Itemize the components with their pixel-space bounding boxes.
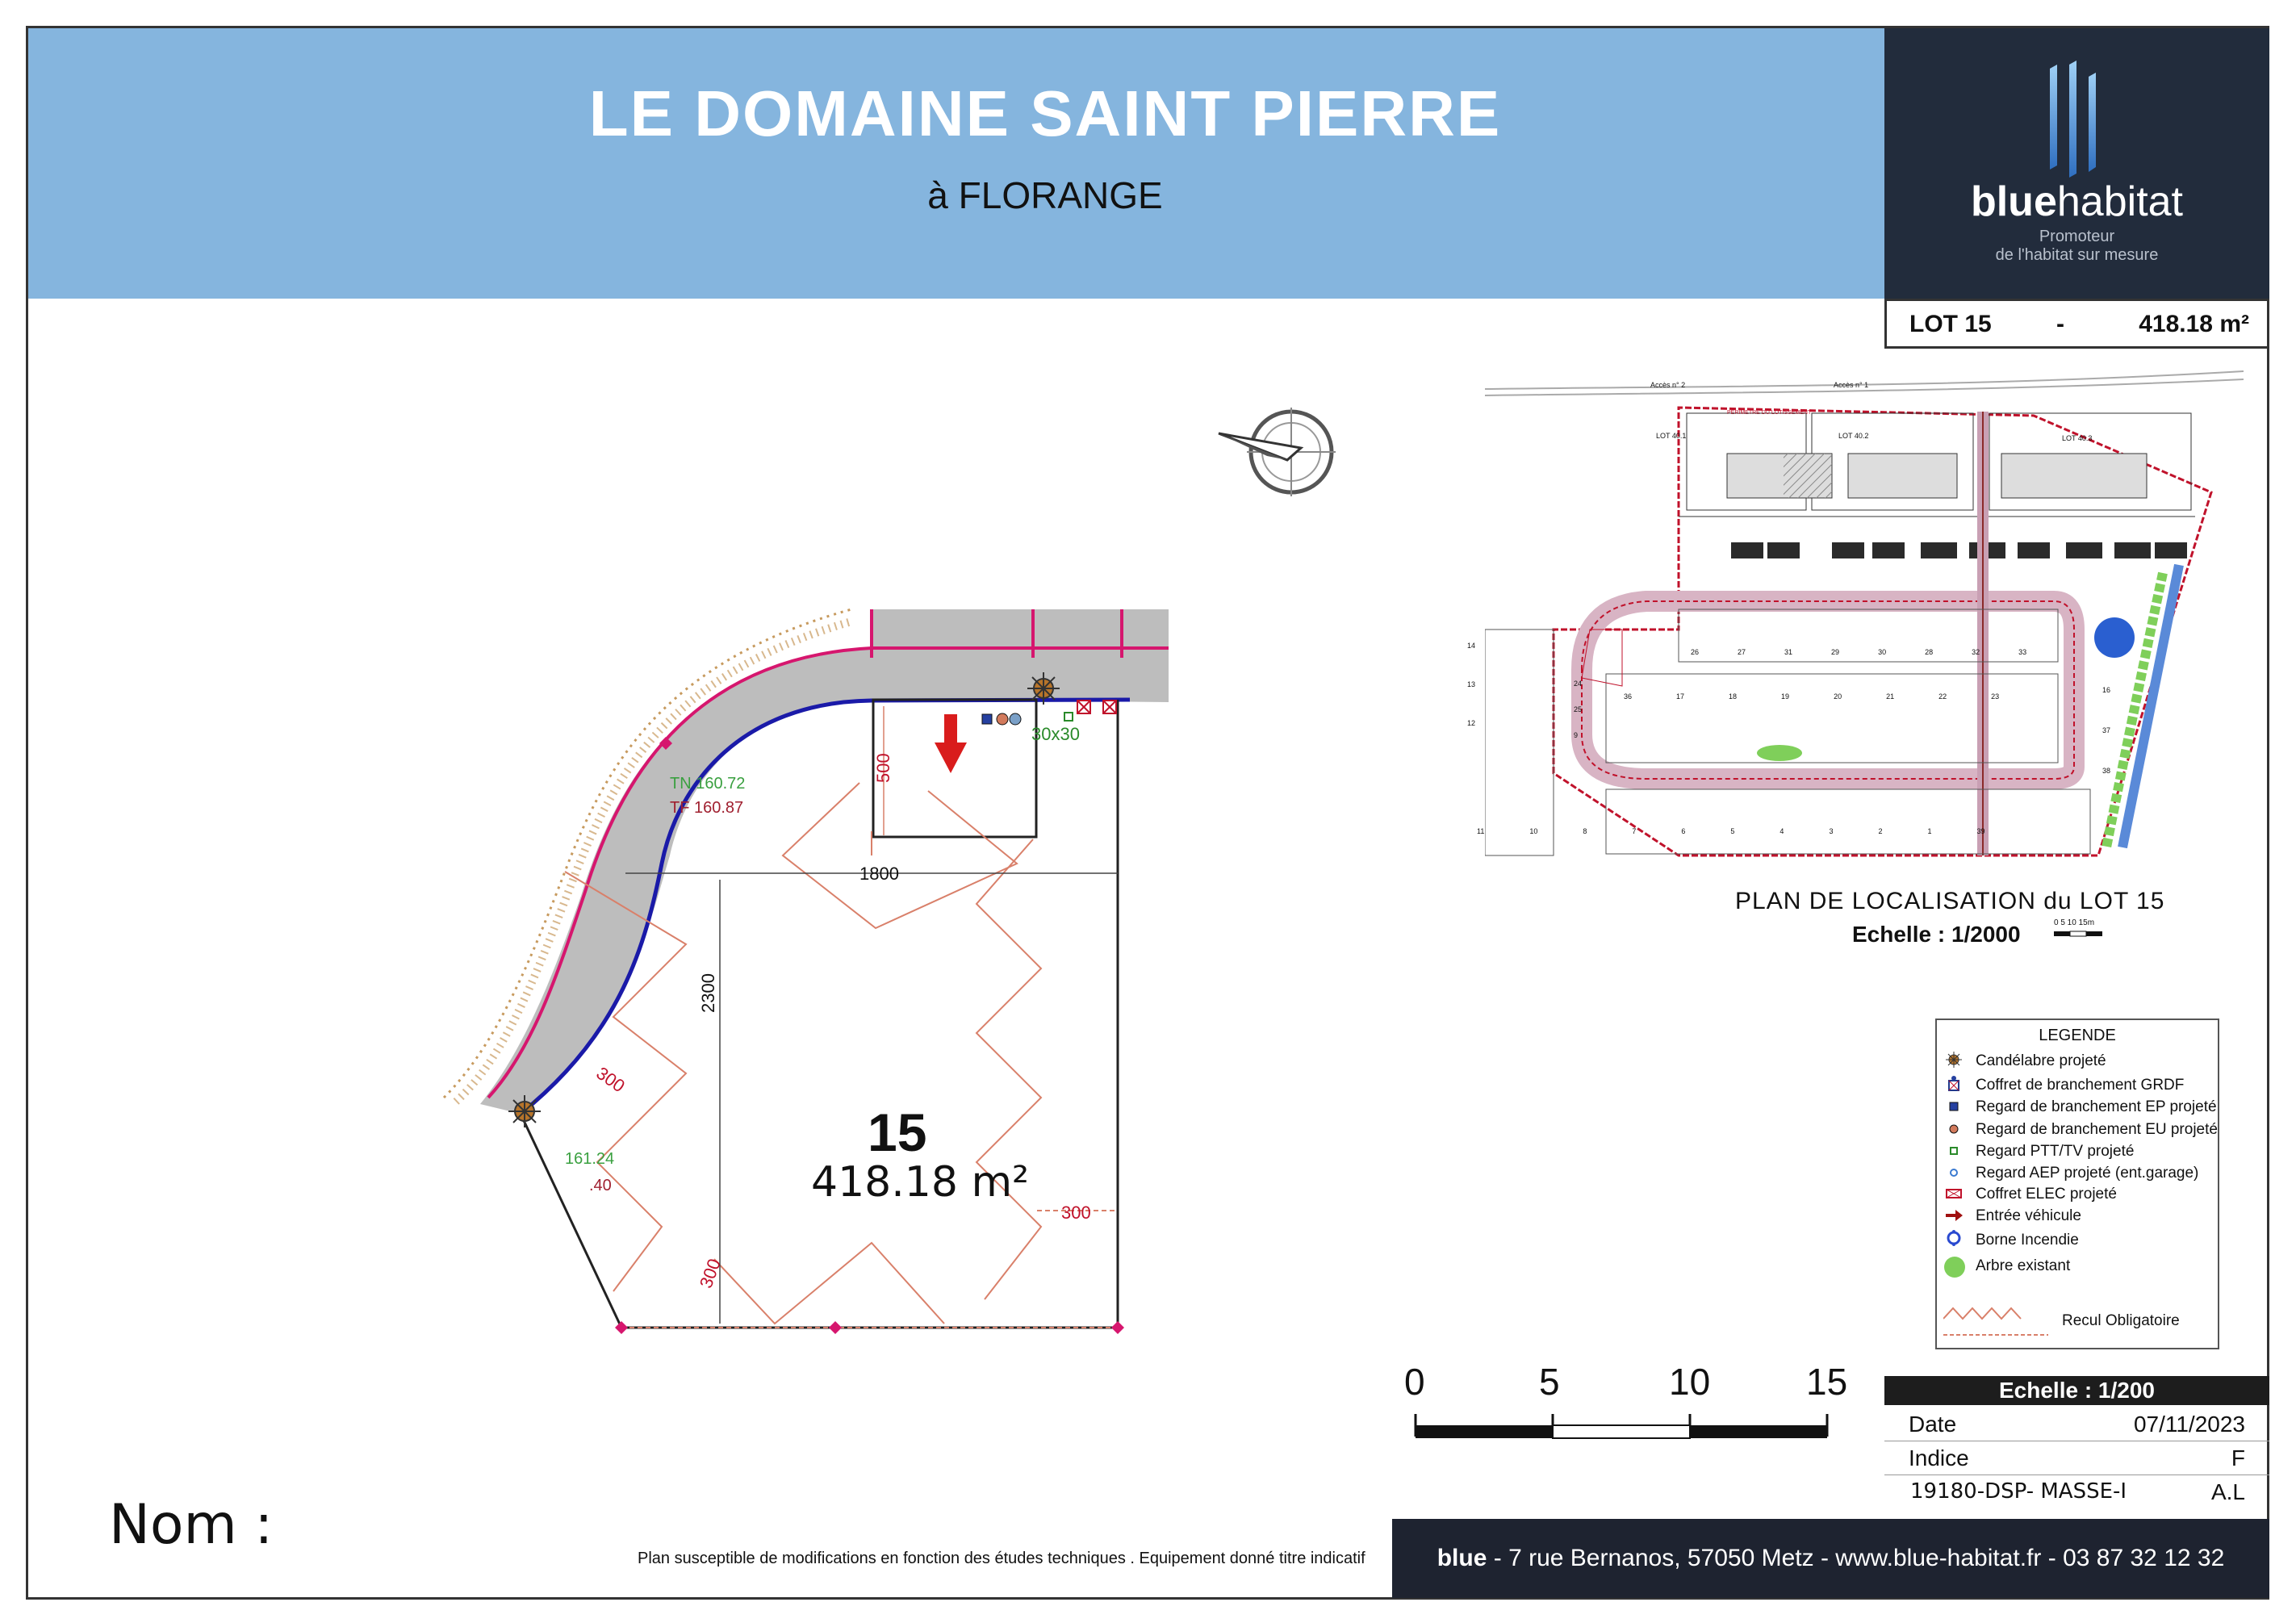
location-row-bottom xyxy=(1477,827,1985,835)
dim-entry: 500 xyxy=(873,753,893,783)
lot-40-1: LOT 40.1 xyxy=(1656,432,1687,440)
acces-1-label: Accès n° 1 xyxy=(1834,381,1869,389)
scale-label-5: 5 xyxy=(1539,1361,1560,1403)
reference-row xyxy=(1884,1475,2269,1508)
loc-lot: 31 xyxy=(1784,648,1793,656)
project-title: LE DOMAINE SAINT PIERRE xyxy=(588,77,1502,149)
location-left-inner-lots xyxy=(1574,680,1582,739)
site-plan xyxy=(420,597,1186,1348)
location-left-lots xyxy=(1467,642,1475,727)
date-label: Date xyxy=(1909,1412,1957,1437)
ep-manhole-icon xyxy=(1945,1098,1963,1115)
tf-corner-level: .40 xyxy=(589,1177,612,1194)
loc-lot: 22 xyxy=(1938,692,1947,701)
loc-lot: 39 xyxy=(1976,827,1985,835)
aep-manhole-icon xyxy=(1945,1164,1963,1182)
ptt-manhole-icon xyxy=(1945,1142,1963,1160)
legend-item-ptt: Regard PTT/TV projeté xyxy=(1976,1143,2135,1160)
drawing-author: A.L xyxy=(2210,1479,2245,1504)
lot-number: 15 xyxy=(868,1102,927,1162)
perimeter-label: PERIMETRE DU LOTISSEMENT xyxy=(1727,410,1812,416)
loc-lot: 21 xyxy=(1886,692,1895,701)
coffret-size: 30x30 xyxy=(1031,724,1080,744)
lot-area: 418.18 m² xyxy=(2139,311,2249,337)
legend-item-elec: Coffret ELEC projeté xyxy=(1976,1186,2117,1203)
loc-lot: 37 xyxy=(2102,726,2111,734)
graphic-scale-bar xyxy=(1414,1414,1834,1446)
location-plan-title: PLAN DE LOCALISATION du LOT 15 xyxy=(1735,888,2165,914)
footer-brand: blue xyxy=(1437,1545,1487,1571)
legend-title: LEGENDE xyxy=(2039,1027,2116,1044)
tree-icon xyxy=(1942,1254,1968,1280)
scale-label-0: 0 xyxy=(1404,1361,1425,1403)
loc-lot: 32 xyxy=(1972,648,1980,656)
indice-label: Indice xyxy=(1909,1445,1969,1470)
ptt-manhole-icon xyxy=(1064,713,1073,721)
north-compass-icon xyxy=(1211,399,1340,504)
logo-wordmark: bluehabitat xyxy=(1970,178,2184,225)
loc-lot: 23 xyxy=(1991,692,2000,701)
loc-lot: 29 xyxy=(1831,648,1840,656)
lamp-post-icon xyxy=(1945,1051,1963,1069)
location-plan-scale: Echelle : 1/2000 xyxy=(1852,922,2021,947)
legend-item-ep: Regard de branchement EP projeté xyxy=(1976,1098,2217,1115)
name-field-label: Nom : xyxy=(109,1493,274,1557)
loc-lot: 20 xyxy=(1834,692,1842,701)
legend-box xyxy=(1935,1019,2219,1349)
loc-lot: 12 xyxy=(1467,719,1476,727)
scale-label-10: 10 xyxy=(1669,1361,1711,1403)
acces-2-label: Accès n° 2 xyxy=(1650,381,1686,389)
bluehabitat-logo-icon xyxy=(1884,28,2269,190)
lot-40-3: LOT 40.3 xyxy=(2062,434,2093,442)
lot-area-label: 418.18 m² xyxy=(811,1158,1029,1207)
legend-item-tree: Arbre existant xyxy=(1976,1257,2071,1274)
loc-lot: 27 xyxy=(1738,648,1746,656)
loc-lot: 28 xyxy=(1925,648,1934,656)
title-banner xyxy=(28,28,1884,299)
legend-item-entry: Entrée véhicule xyxy=(1976,1207,2081,1224)
ep-manhole-icon xyxy=(982,714,992,724)
tn-corner-level: 161.24 xyxy=(565,1150,615,1168)
title-block xyxy=(1884,1376,2269,1513)
loc-lot: 24 xyxy=(1574,680,1583,688)
fire-hydrant-icon xyxy=(1945,1229,1963,1247)
footer-contact: - 7 rue Bernanos, 57050 Metz - www.blue-habitat.fr - 03 87 32 12 32 xyxy=(1487,1545,2225,1571)
loc-lot: 17 xyxy=(1676,692,1685,701)
legend-item-gas: Coffret de branchement GRDF xyxy=(1976,1077,2185,1094)
location-mini-scale: 0 5 10 15m xyxy=(2054,918,2095,927)
elec-box-icon xyxy=(1945,1185,1963,1203)
recul-label-2: 300 xyxy=(695,1256,725,1291)
gas-box-icon xyxy=(1945,1074,1963,1092)
loc-lot: 4 xyxy=(1780,827,1784,835)
project-location: à FLORANGE xyxy=(927,174,1163,216)
legend-item-eu: Regard de branchement EU projeté xyxy=(1976,1121,2218,1138)
tn-level: TN 160.72 xyxy=(670,775,746,793)
legend-item-aep: Regard AEP projeté (ent.garage) xyxy=(1976,1165,2199,1182)
road-surface xyxy=(480,648,1169,1114)
recul-line-icon xyxy=(1943,1299,2056,1339)
loc-lot: 19 xyxy=(1781,692,1790,701)
loc-lot: 18 xyxy=(1729,692,1738,701)
vehicle-entry-arrow-icon xyxy=(935,714,967,773)
loc-lot: 36 xyxy=(1624,692,1633,701)
loc-lot: 10 xyxy=(1529,827,1538,835)
logo-tagline-1: Promoteur xyxy=(2039,228,2115,245)
legend-item-hydrant: Borne Incendie xyxy=(1976,1232,2079,1249)
recul-label-3: 300 xyxy=(1061,1203,1091,1223)
loc-lot: 14 xyxy=(1467,642,1476,650)
date-row xyxy=(1884,1407,2269,1441)
dim-depth: 2300 xyxy=(698,973,718,1013)
contact-footer xyxy=(1392,1519,2269,1598)
location-row-upper xyxy=(1691,648,2026,656)
loc-lot: 2 xyxy=(1878,827,1883,835)
location-row-middle xyxy=(1624,692,1999,701)
loc-lot: 30 xyxy=(1878,648,1887,656)
loc-lot: 5 xyxy=(1730,827,1735,835)
lamp-post-icon xyxy=(1027,672,1060,705)
loc-lot: 1 xyxy=(1927,827,1932,835)
loc-lot: 25 xyxy=(1574,705,1583,713)
lamp-post-icon xyxy=(508,1095,541,1127)
loc-lot: 3 xyxy=(1829,827,1834,835)
eu-manhole-icon xyxy=(997,713,1008,725)
loc-lot: 8 xyxy=(1583,827,1587,835)
tf-level: TF 160.87 xyxy=(670,799,744,817)
loc-lot: 26 xyxy=(1691,648,1700,656)
loc-lot: 33 xyxy=(2018,648,2027,656)
location-right-lots xyxy=(2102,686,2110,775)
lot-separator: - xyxy=(2056,311,2064,337)
recul-label-1: 300 xyxy=(592,1062,629,1097)
loc-lot: 7 xyxy=(1632,827,1637,835)
location-mini-scale-bar xyxy=(2054,930,2102,938)
scale-label-15: 15 xyxy=(1806,1361,1848,1403)
legend-item-lamp: Candélabre projeté xyxy=(1976,1052,2106,1069)
disclaimer-text: Plan susceptible de modifications en fonction des études techniques . Equipement donné titre indicatif xyxy=(638,1550,1365,1567)
lot-40-2: LOT 40.2 xyxy=(1838,432,1869,440)
loc-lot: 6 xyxy=(1681,827,1686,835)
loc-lot: 38 xyxy=(2102,767,2111,775)
drawing-reference: 19180-DSP- MASSE-I xyxy=(1910,1479,2127,1504)
loc-lot: 13 xyxy=(1467,680,1476,688)
indice-row xyxy=(1884,1441,2269,1475)
logo-tagline-2: de l'habitat sur mesure xyxy=(1995,246,2159,264)
drawing-scale: Echelle : 1/200 xyxy=(1884,1376,2269,1405)
loc-lot: 11 xyxy=(1477,827,1485,835)
loc-lot: 9 xyxy=(1574,731,1579,739)
loc-lot: 16 xyxy=(2102,686,2111,694)
lot-label: LOT 15 xyxy=(1909,311,1992,337)
date-value: 07/11/2023 xyxy=(2133,1412,2245,1437)
indice-value: F xyxy=(2231,1445,2245,1470)
vehicle-entry-arrow-icon xyxy=(1945,1207,1963,1224)
eu-manhole-icon xyxy=(1945,1120,1963,1138)
legend-item-recul: Recul Obligatoire xyxy=(2062,1312,2180,1329)
aep-manhole-icon xyxy=(1010,713,1021,725)
lot-summary-box xyxy=(1884,299,2269,349)
dim-width: 1800 xyxy=(859,864,899,884)
location-plan xyxy=(1485,363,2244,896)
